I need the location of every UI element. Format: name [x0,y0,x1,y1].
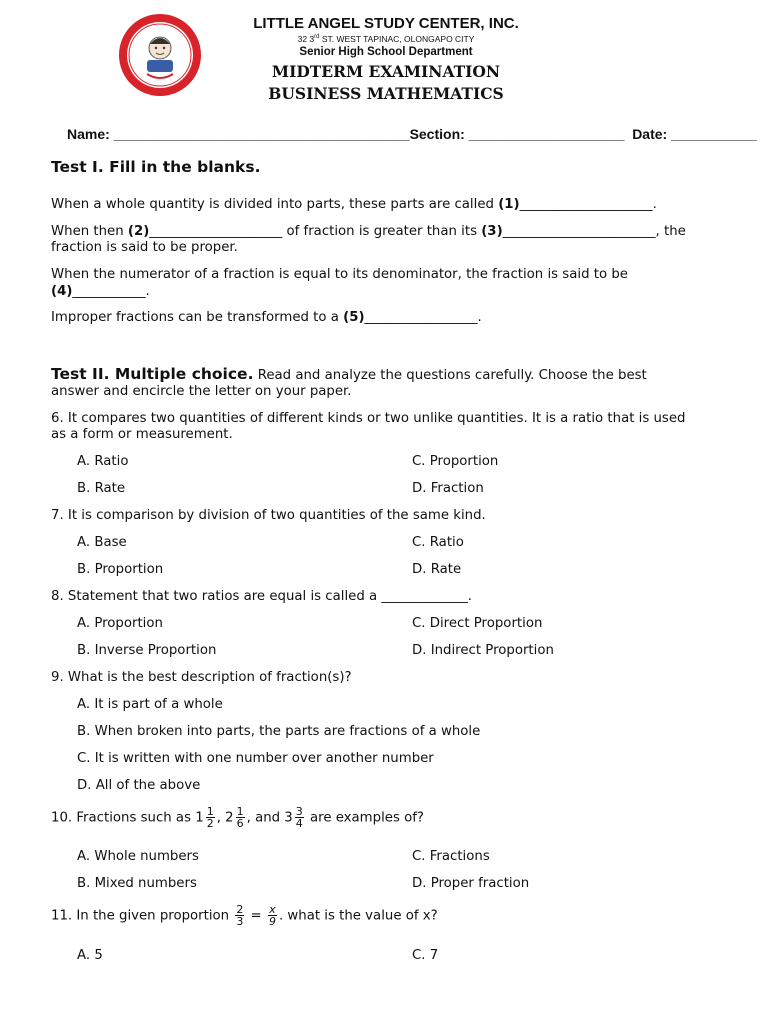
question-6: 6. It compares two quantities of different kinds or two unlike quantities. It is a ratio that is used [51,411,686,426]
question-2-3: When then (2)____________________ of fraction is greater than its (3)_______________________, the [51,224,686,239]
q6-option-c[interactable]: C. Proportion [412,454,499,469]
q8-option-d[interactable]: D. Indirect Proportion [412,643,554,658]
q10-option-d[interactable]: D. Proper fraction [412,876,530,891]
q7-option-b[interactable]: B. Proportion [77,562,164,577]
test1-title: Test I. Fill in the blanks. [51,158,261,176]
q8-option-c[interactable]: C. Direct Proportion [412,616,543,631]
question-7: 7. It is comparison by division of two quantities of the same kind. [51,508,486,523]
question-8: 8. Statement that two ratios are equal is called a _____________. [51,589,473,604]
q10-option-c[interactable]: C. Fractions [412,849,490,864]
q6-option-b[interactable]: B. Rate [77,481,126,496]
question-1: When a whole quantity is divided into parts, these parts are called (1)____________________. [51,197,657,212]
exam-title: MIDTERM EXAMINATION [271,62,501,81]
q7-option-a[interactable]: A. Base [77,535,127,550]
q8-option-a[interactable]: A. Proportion [77,616,163,631]
q7-option-c[interactable]: C. Ratio [412,535,464,550]
question-4: When the numerator of a fraction is equal to its denominator, the fraction is said to be [51,267,628,282]
school-address: 32 3rd ST. WEST TAPINAC, OLONGAPO CITY [297,34,475,44]
q6-option-a[interactable]: A. Ratio [77,454,129,469]
test2-heading: Test II. Multiple choice. Read and analyze the questions carefully. Choose the best [51,365,647,383]
fraction-3-4: $\frac{3}{4}$ [295,805,303,830]
school-name: LITTLE ANGEL STUDY CENTER, INC. [253,15,519,32]
test2-instructions: answer and encircle the letter on your paper. [51,384,352,399]
q9-option-c[interactable]: C. It is written with one number over another number [77,751,434,766]
fraction-x-9: $\frac{x}{9}$ [268,903,276,928]
student-info-line [67,126,757,142]
q7-option-d[interactable]: D. Rate [412,562,462,577]
q11-option-a[interactable]: A. 5 [77,948,103,963]
question-9: 9. What is the best description of fraction(s)? [51,670,352,685]
department: Senior High School Department [299,46,473,58]
q10-option-b[interactable]: B. Mixed numbers [77,876,197,891]
subject-title: BUSINESS MATHEMATICS [268,84,504,103]
question-11: 11. In the given proportion $\frac{2}{3}$ = $\frac{x}{9}$ . what is the value of x? [51,903,438,928]
fraction-1-6: $\frac{1}{6}$ [236,805,244,830]
question-4-blank: (4)___________. [51,284,150,299]
q9-option-d[interactable]: D. All of the above [77,778,201,793]
fraction-1-2: $\frac{1}{2}$ [206,805,214,830]
q10-option-a[interactable]: A. Whole numbers [77,849,199,864]
section-field[interactable]: Section: ____________________ [409,126,625,142]
test2-title: Test II. Multiple choice. [51,365,254,383]
question-5: Improper fractions can be transformed to a (5)_________________. [51,310,482,325]
q6-option-d[interactable]: D. Fraction [412,481,484,496]
q9-option-a[interactable]: A. It is part of a whole [77,697,223,712]
q11-option-c[interactable]: C. 7 [412,948,439,963]
question-2-3-cont: fraction is said to be proper. [51,240,238,255]
q8-option-b[interactable]: B. Inverse Proportion [77,643,217,658]
question-6-cont: as a form or measurement. [51,427,233,442]
question-10: 10. Fractions such as 1 $\frac{1}{2}$ , 2 $\frac{1}{6}$ , and 3 $\frac{3}{4}$ are examples of? [51,805,424,830]
date-field[interactable]: Date: ___________ [632,126,757,142]
name-field[interactable]: Name: ______________________________________ [67,126,410,142]
fraction-2-3: $\frac{2}{3}$ [236,903,244,928]
q9-option-b[interactable]: B. When broken into parts, the parts are fractions of a whole [77,724,481,739]
